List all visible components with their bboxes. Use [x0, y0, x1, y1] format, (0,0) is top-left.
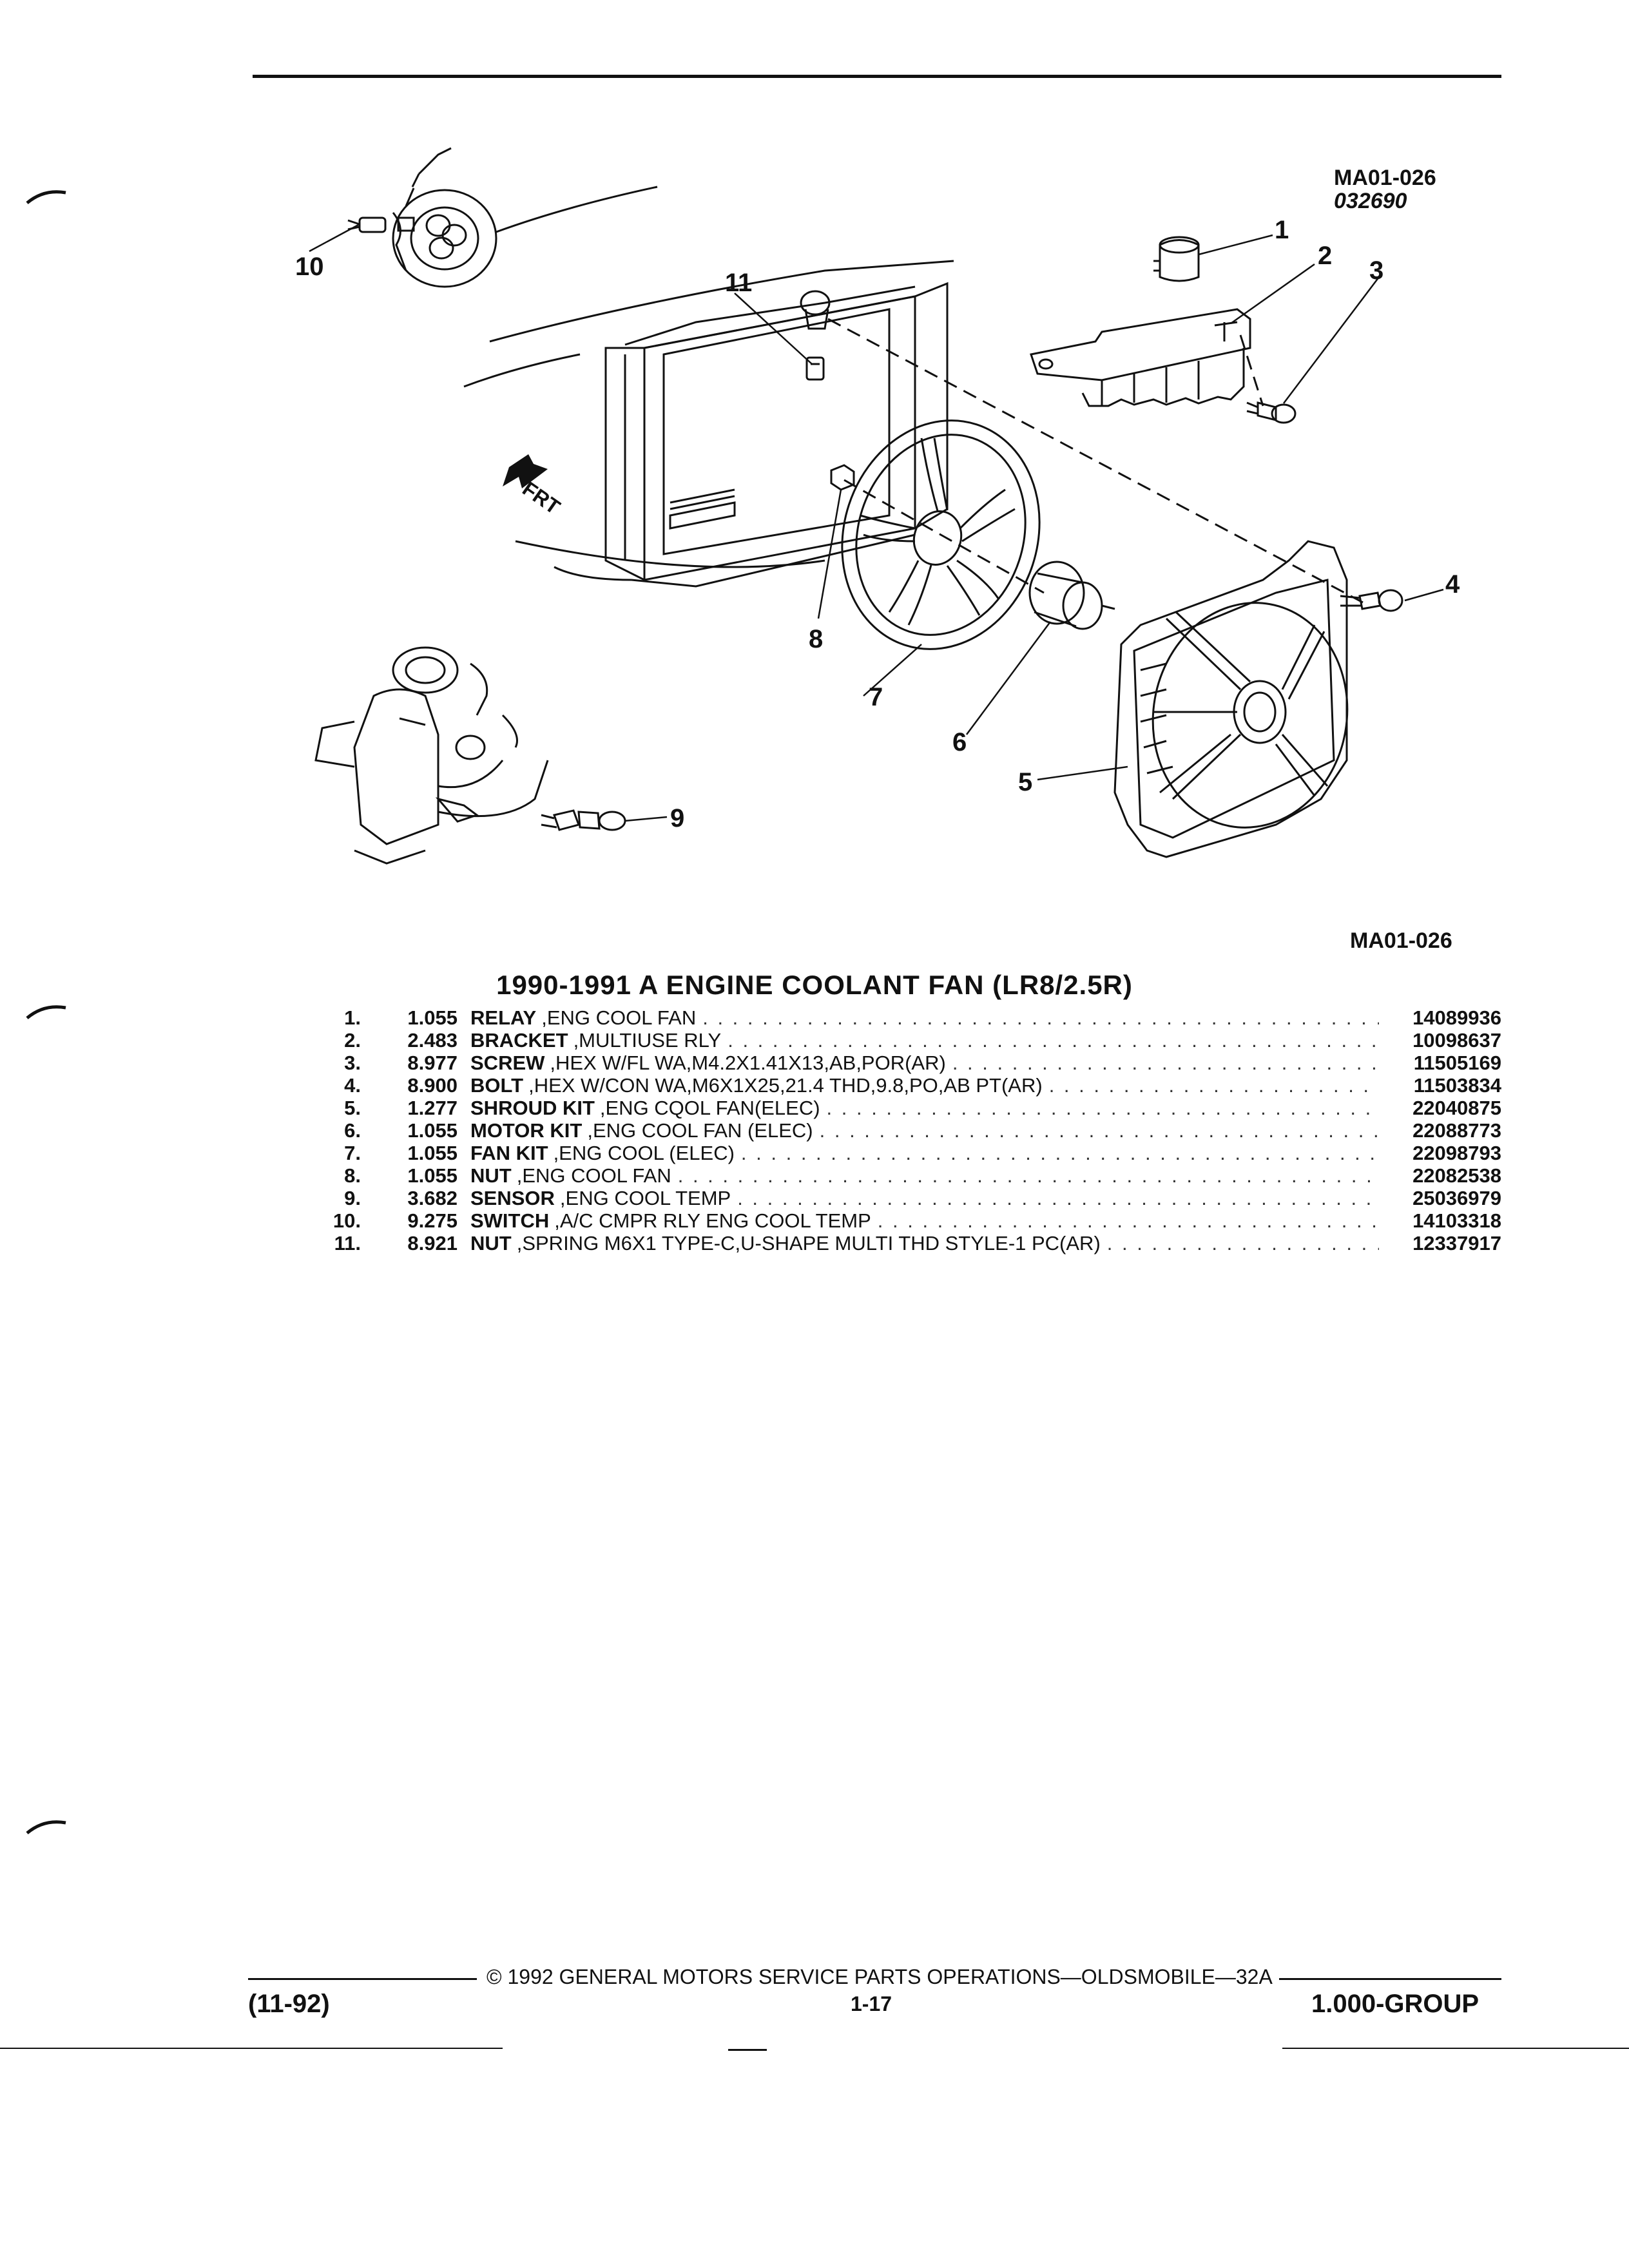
part-number: 11503834 — [1413, 1074, 1501, 1097]
callout-3: 3 — [1369, 256, 1384, 285]
part-number: 14103318 — [1412, 1209, 1501, 1232]
usage-code: 2.483 — [407, 1029, 458, 1052]
relay-1-drawing — [1153, 237, 1199, 281]
leader-dots — [1043, 1074, 1379, 1097]
binder-hole-mark-middle — [24, 999, 70, 1024]
diagram-drawing — [245, 116, 1534, 908]
part-detail: ,HEX W/CON WA,M6X1X25,21.4 THD,9.8,PO,AB PT(AR) — [528, 1074, 1043, 1097]
parts-row — [309, 1209, 1501, 1232]
part-detail: ,MULTIUSE RLY — [573, 1029, 722, 1052]
motor-6-drawing — [1030, 562, 1115, 629]
part-name: SHROUD KIT — [470, 1097, 595, 1119]
footer-group: 1.000-GROUP — [1311, 1990, 1480, 2018]
parts-row — [309, 1232, 1501, 1254]
part-number: 12337917 — [1412, 1232, 1501, 1254]
callout-2: 2 — [1318, 242, 1333, 270]
part-description — [470, 1006, 1379, 1030]
bolt-4-drawing — [1340, 590, 1402, 611]
screw-3-drawing — [1247, 403, 1295, 423]
footer-copyright: © 1992 GENERAL MOTORS SERVICE PARTS OPERATIONS—OLDSMOBILE—32A — [487, 1965, 1273, 1988]
callout-8: 8 — [809, 625, 824, 653]
part-name: SENSOR — [470, 1187, 555, 1209]
callout-10: 10 — [295, 253, 324, 281]
footer-rule-left — [248, 1978, 477, 1980]
parts-row — [309, 1052, 1501, 1074]
leader-dots — [735, 1142, 1379, 1165]
parts-row — [309, 1142, 1501, 1164]
part-description — [470, 1052, 1379, 1075]
leader-5 — [1037, 767, 1128, 780]
part-number: 22098793 — [1412, 1142, 1501, 1164]
part-detail: ,ENG COOL FAN — [516, 1164, 671, 1187]
leader-1 — [1199, 235, 1273, 255]
bottom-scan-line-left — [0, 2048, 503, 2049]
binder-hole-mark-top — [24, 184, 70, 209]
item-number: 11. — [334, 1232, 361, 1254]
parts-row — [309, 1029, 1501, 1052]
leader-9 — [625, 817, 667, 821]
leader-dots — [721, 1029, 1379, 1052]
usage-code: 8.900 — [407, 1074, 458, 1097]
callout-11: 11 — [725, 269, 753, 297]
leader-6 — [967, 622, 1050, 735]
leader-dots — [1101, 1232, 1379, 1255]
usage-code: 1.055 — [407, 1142, 458, 1164]
shroud-5-drawing — [1115, 541, 1365, 857]
front-arrow-label: FRT — [518, 477, 564, 519]
item-number: 9. — [344, 1187, 361, 1209]
leader-4 — [1405, 590, 1443, 601]
callout-6: 6 — [952, 728, 967, 756]
leader-3 — [1284, 277, 1379, 403]
bracket-2-drawing — [1031, 309, 1250, 406]
usage-code: 8.977 — [407, 1052, 458, 1074]
usage-code: 3.682 — [407, 1187, 458, 1209]
leader-dots — [820, 1097, 1379, 1120]
part-detail: ,ENG COOL TEMP — [559, 1187, 731, 1209]
leader-dots — [813, 1119, 1379, 1142]
part-description — [470, 1142, 1379, 1165]
part-description — [470, 1119, 1379, 1142]
radiator-drawing — [554, 284, 947, 586]
binder-hole-mark-bottom — [24, 1814, 70, 1840]
bottom-scan-line-center — [728, 2049, 767, 2051]
leader-dots — [871, 1209, 1379, 1233]
parts-row — [309, 1074, 1501, 1097]
usage-code: 1.055 — [407, 1006, 458, 1029]
callout-9: 9 — [670, 804, 685, 832]
footer-rule-right — [1279, 1978, 1501, 1980]
coolant-fan-exploded-diagram — [245, 116, 1534, 908]
part-name: NUT — [470, 1164, 512, 1187]
part-name: SWITCH — [470, 1209, 550, 1232]
part-description — [470, 1097, 1379, 1120]
leader-dots — [671, 1164, 1379, 1187]
part-detail: ,ENG COOL FAN (ELEC) — [587, 1119, 813, 1142]
part-number: 14089936 — [1412, 1006, 1501, 1029]
item-number: 4. — [344, 1074, 361, 1097]
part-name: MOTOR KIT — [470, 1119, 583, 1142]
part-name: SCREW — [470, 1052, 545, 1074]
top-rule — [253, 75, 1501, 78]
illustration-ref-top: MA01-026 — [1334, 166, 1436, 190]
illustration-ref-code: 032690 — [1334, 189, 1407, 213]
item-number: 5. — [344, 1097, 361, 1119]
leader-8 — [818, 490, 841, 619]
item-number: 7. — [344, 1142, 361, 1164]
part-detail: ,HEX W/FL WA,M4.2X1.41X13,AB,POR(AR) — [550, 1052, 946, 1074]
item-number: 3. — [344, 1052, 361, 1074]
part-description — [470, 1232, 1379, 1255]
parts-row — [309, 1164, 1501, 1187]
part-detail: ,SPRING M6X1 TYPE-C,U-SHAPE MULTI THD STYLE-1 PC(AR) — [516, 1232, 1101, 1254]
part-number: 11505169 — [1413, 1052, 1501, 1074]
bottom-scan-line-right — [1282, 2048, 1629, 2049]
part-name: RELAY — [470, 1006, 537, 1029]
part-number: 22040875 — [1412, 1097, 1501, 1119]
part-description — [470, 1164, 1379, 1187]
usage-code: 1.277 — [407, 1097, 458, 1119]
callout-7: 7 — [869, 683, 883, 711]
footer-date: (11-92) — [248, 1990, 330, 2018]
part-name: BRACKET — [470, 1029, 568, 1052]
callout-1: 1 — [1275, 216, 1289, 244]
part-number: 10098637 — [1412, 1029, 1501, 1052]
part-description — [470, 1209, 1379, 1233]
usage-code: 9.275 — [407, 1209, 458, 1232]
item-number: 2. — [344, 1029, 361, 1052]
parts-row — [309, 1097, 1501, 1119]
part-description — [470, 1074, 1379, 1097]
part-detail: ,ENG CQOL FAN(ELEC) — [599, 1097, 820, 1119]
footer-page-number: 1-17 — [851, 1992, 892, 2015]
leader-dots — [731, 1187, 1379, 1210]
nut-8-drawing — [831, 465, 854, 490]
leader-dots — [946, 1052, 1379, 1075]
sensor-9-drawing — [541, 811, 625, 830]
usage-code: 8.921 — [407, 1232, 458, 1254]
leader-2 — [1231, 264, 1315, 323]
item-number: 8. — [344, 1164, 361, 1187]
engine-block-sensor-area-drawing — [316, 648, 548, 863]
part-name: NUT — [470, 1232, 512, 1254]
item-number: 10. — [333, 1209, 361, 1232]
usage-code: 1.055 — [407, 1119, 458, 1142]
part-number: 25036979 — [1412, 1187, 1501, 1209]
part-detail: ,ENG COOL (ELEC) — [553, 1142, 735, 1164]
callout-5: 5 — [1018, 768, 1033, 796]
parts-row — [309, 1006, 1501, 1029]
part-name: FAN KIT — [470, 1142, 548, 1164]
part-description — [470, 1029, 1379, 1052]
part-description — [470, 1187, 1379, 1210]
leader-10 — [309, 224, 360, 251]
callout-4: 4 — [1445, 570, 1460, 599]
part-detail: ,ENG COOL FAN — [541, 1006, 697, 1029]
section-title: 1990-1991 A ENGINE COOLANT FAN (LR8/2.5R) — [496, 970, 1133, 1000]
ac-compressor-drawing — [393, 148, 657, 287]
item-number: 1. — [344, 1006, 361, 1029]
part-detail: ,A/C CMPR RLY ENG COOL TEMP — [554, 1209, 871, 1232]
illustration-ref-bottom: MA01-026 — [1350, 928, 1452, 953]
part-number: 22088773 — [1412, 1119, 1501, 1142]
item-number: 6. — [344, 1119, 361, 1142]
parts-list — [309, 1006, 1501, 1254]
parts-row — [309, 1119, 1501, 1142]
parts-row — [309, 1187, 1501, 1209]
part-number: 22082538 — [1412, 1164, 1501, 1187]
usage-code: 1.055 — [407, 1164, 458, 1187]
leader-dots — [696, 1006, 1379, 1030]
part-name: BOLT — [470, 1074, 524, 1097]
